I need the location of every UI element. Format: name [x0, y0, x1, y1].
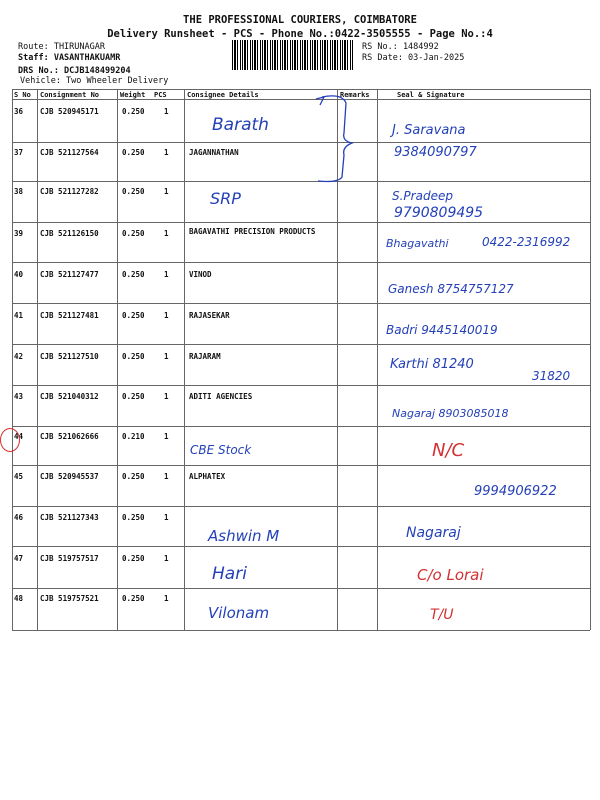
row-sno: 48: [14, 594, 24, 603]
row-sno: 43: [14, 392, 24, 401]
col-header-sno: S No: [14, 91, 31, 99]
row-consignee: RAJARAM: [189, 352, 221, 361]
red-circle-mark: [0, 428, 20, 452]
row-sno: 44: [14, 432, 24, 441]
row-pcs: 1: [164, 311, 169, 320]
staff-label: Staff: VASANTHAKUAMR: [18, 53, 121, 63]
row-sno: 36: [14, 107, 24, 116]
row-consignee: RAJASEKAR: [189, 311, 230, 320]
row-consignment: CJB 521127481: [40, 311, 99, 320]
row-pcs: 1: [164, 594, 169, 603]
row-sno: 42: [14, 352, 24, 361]
row-weight: 0.250: [122, 107, 145, 116]
handwritten-phone: 0422-2316992: [482, 235, 571, 249]
handwritten-signature: J. Saravana: [392, 123, 466, 138]
row-consignment: CJB 521127564: [40, 148, 99, 157]
col-header-consignee: Consignee Details: [187, 91, 259, 99]
row-consignment: CJB 521127343: [40, 513, 99, 522]
row-weight: 0.210: [122, 432, 145, 441]
row-weight: 0.250: [122, 352, 145, 361]
row-consignment: CJB 519757521: [40, 594, 99, 603]
row-pcs: 1: [164, 432, 169, 441]
row-pcs: 1: [164, 392, 169, 401]
route-label: Route: THIRUNAGAR: [18, 42, 105, 52]
row-sno: 41: [14, 311, 24, 320]
row-weight: 0.250: [122, 594, 145, 603]
row-sno: 39: [14, 229, 24, 238]
row-consignee: BAGAVATHI PRECISION PRODUCTS: [189, 227, 316, 236]
handwritten-signature: Nagaraj: [406, 525, 461, 541]
row-consignment: CJB 521127510: [40, 352, 99, 361]
handwritten-phone: 31820: [532, 369, 571, 383]
handwritten-signature: Badri 9445140019: [386, 323, 498, 337]
drs-number: DRS No.: DCJB148499204: [18, 66, 131, 76]
row-weight: 0.250: [122, 229, 145, 238]
rs-date: RS Date: 03-Jan-2025: [362, 53, 465, 63]
row-consignment: CJB 519757517: [40, 554, 99, 563]
handwritten-consignee: SRP: [210, 189, 241, 208]
col-header-weight: Weight: [120, 91, 146, 99]
runsheet-title: Delivery Runsheet - PCS - Phone No.:0422-3505555 - Page No.:4: [107, 28, 493, 40]
row-weight: 0.250: [122, 311, 145, 320]
row-consignee: VINOD: [189, 270, 212, 279]
row-weight: 0.250: [122, 187, 145, 196]
row-consignment: CJB 520945537: [40, 472, 99, 481]
row-weight: 0.250: [122, 554, 145, 563]
vehicle-label: Vehicle: Two Wheeler Delivery: [20, 76, 169, 86]
row-pcs: 1: [164, 554, 169, 563]
handwritten-consignee: Hari: [212, 564, 247, 584]
row-consignment: CJB 520945171: [40, 107, 99, 116]
company-name: THE PROFESSIONAL COURIERS, COIMBATORE: [183, 14, 417, 26]
row-weight: 0.250: [122, 472, 145, 481]
row-consignment: CJB 521040312: [40, 392, 99, 401]
col-header-seal: Seal & Signature: [397, 91, 465, 99]
handwritten-remark: T/U: [430, 607, 454, 623]
handwritten-consignee: CBE Stock: [190, 443, 252, 457]
row-pcs: 1: [164, 107, 169, 116]
row-pcs: 1: [164, 472, 169, 481]
row-weight: 0.250: [122, 513, 145, 522]
col-header-consignment: Consignment No: [40, 91, 100, 99]
rs-number: RS No.: 1484992: [362, 42, 439, 52]
row-weight: 0.250: [122, 392, 145, 401]
handwritten-signature: S.Pradeep: [392, 189, 453, 203]
handwritten-consignee: Vilonam: [208, 604, 270, 622]
handwritten-phone: 9384090797: [394, 145, 477, 160]
handwritten-remark: N/C: [432, 440, 465, 461]
handwritten-signature: Bhagavathi: [386, 237, 449, 250]
handwritten-signature: Karthi 81240: [390, 357, 474, 372]
row-pcs: 1: [164, 148, 169, 157]
row-pcs: 1: [164, 229, 169, 238]
row-sno: 47: [14, 554, 24, 563]
handwritten-remark: C/o Lorai: [417, 566, 484, 584]
handwritten-phone: 9790809495: [394, 205, 484, 221]
handwritten-consignee: Ashwin M: [208, 527, 280, 545]
runsheet-table: [12, 89, 590, 630]
row-sno: 37: [14, 148, 24, 157]
handwritten-signature: Nagaraj 8903085018: [392, 407, 509, 420]
handwritten-consignee: Barath: [212, 115, 269, 135]
row-weight: 0.250: [122, 148, 145, 157]
row-sno: 40: [14, 270, 24, 279]
row-sno: 46: [14, 513, 24, 522]
col-header-pcs: PCS: [154, 91, 167, 99]
barcode: [232, 40, 354, 70]
row-pcs: 1: [164, 187, 169, 196]
row-sno: 45: [14, 472, 24, 481]
row-consignment: CJB 521127477: [40, 270, 99, 279]
row-pcs: 1: [164, 352, 169, 361]
row-sno: 38: [14, 187, 24, 196]
row-consignee: ALPHATEX: [189, 472, 226, 481]
handwritten-signature: Ganesh 8754757127: [388, 282, 514, 296]
row-pcs: 1: [164, 513, 169, 522]
row-consignee: ADITI AGENCIES: [189, 392, 253, 401]
row-consignment: CJB 521126150: [40, 229, 99, 238]
handwritten-bracket: [312, 93, 362, 185]
row-weight: 0.250: [122, 270, 145, 279]
row-consignment: CJB 521127282: [40, 187, 99, 196]
col-header-remarks: Remarks: [340, 91, 370, 99]
row-pcs: 1: [164, 270, 169, 279]
row-consignment: CJB 521062666: [40, 432, 99, 441]
row-consignee: JAGANNATHAN: [189, 148, 239, 157]
handwritten-signature: 9994906922: [474, 484, 557, 499]
